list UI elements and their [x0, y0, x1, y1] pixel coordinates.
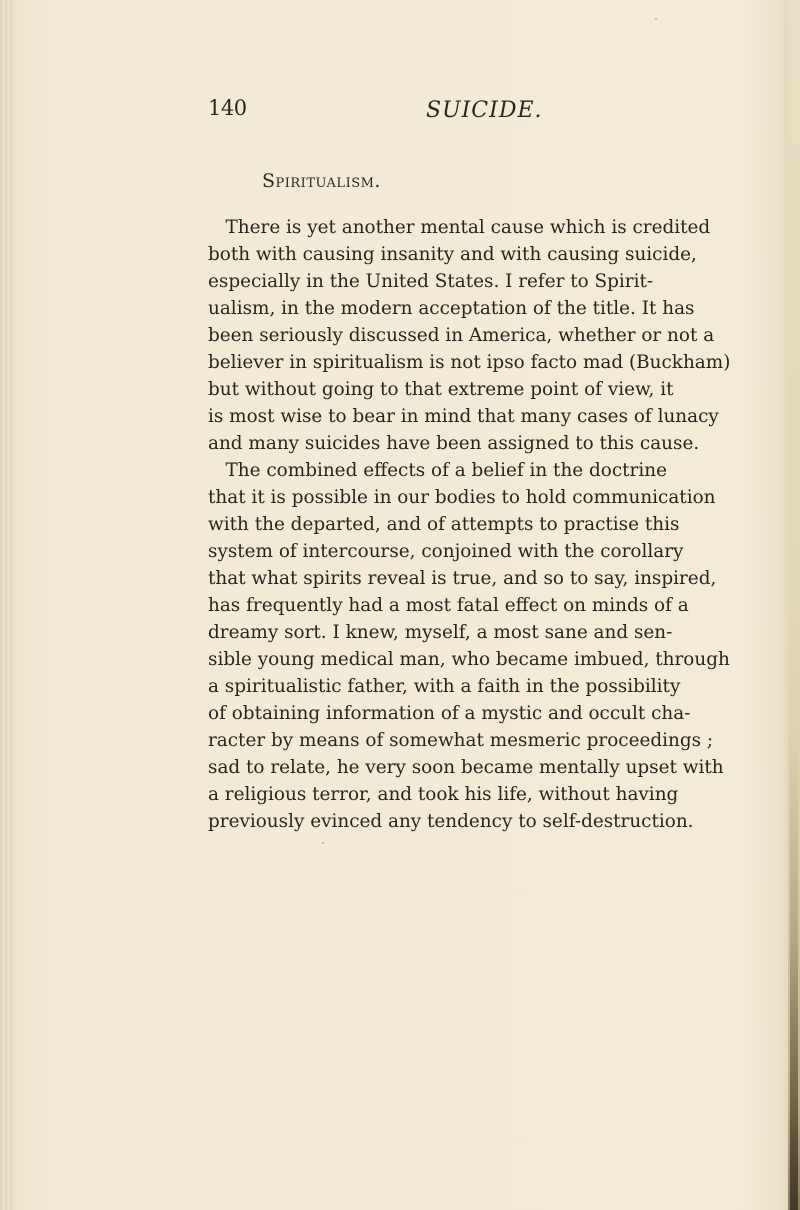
text-line: and many suicides have been assigned to this cause.: [208, 433, 700, 454]
text-line: believer in spiritualism is not ipso facto mad (Buckham): [208, 352, 731, 373]
body-text: [208, 214, 792, 835]
text-line: of obtaining information of a mystic and occult cha-: [208, 703, 691, 724]
page-header: [208, 96, 608, 136]
running-head: SUICIDE.: [426, 98, 543, 123]
page-number: 140: [208, 96, 247, 120]
text-line: previously evinced any tendency to self-destruction.: [208, 811, 694, 832]
paper-speck: [655, 18, 657, 20]
text-line: dreamy sort. I knew, myself, a most sane and sen-: [208, 622, 673, 643]
text-line: that it is possible in our bodies to hold communication: [208, 487, 716, 508]
text-line: especially in the United States. I refer to Spirit-: [208, 271, 654, 292]
text-line: sad to relate, he very soon became mentally upset with: [208, 757, 724, 778]
paper-speck: [322, 842, 324, 844]
text-line: The combined effects of a belief in the doctrine: [208, 460, 667, 481]
text-line: racter by means of somewhat mesmeric proceedings ;: [208, 730, 714, 751]
text-line: been seriously discussed in America, whether or not a: [208, 325, 715, 346]
text-line: There is yet another mental cause which is credited: [208, 217, 711, 238]
text-line: both with causing insanity and with causing suicide,: [208, 244, 697, 265]
text-line: a spiritualistic father, with a faith in the possibility: [208, 676, 681, 697]
text-line: sible young medical man, who became imbued, through: [208, 649, 730, 670]
text-line: system of intercourse, conjoined with the corollary: [208, 541, 684, 562]
text-line: but without going to that extreme point of view, it: [208, 379, 674, 400]
text-line: ualism, in the modern acceptation of the title. It has: [208, 298, 695, 319]
text-line: a religious terror, and took his life, without having: [208, 784, 679, 805]
text-line: is most wise to bear in mind that many cases of lunacy: [208, 406, 719, 427]
text-line: with the departed, and of attempts to practise this: [208, 514, 680, 535]
section-heading: Spiritualism.: [262, 170, 381, 192]
text-line: has frequently had a most fatal effect on minds of a: [208, 595, 689, 616]
binding-edge: [0, 0, 14, 1210]
text-line: that what spirits reveal is true, and so to say, inspired,: [208, 568, 717, 589]
